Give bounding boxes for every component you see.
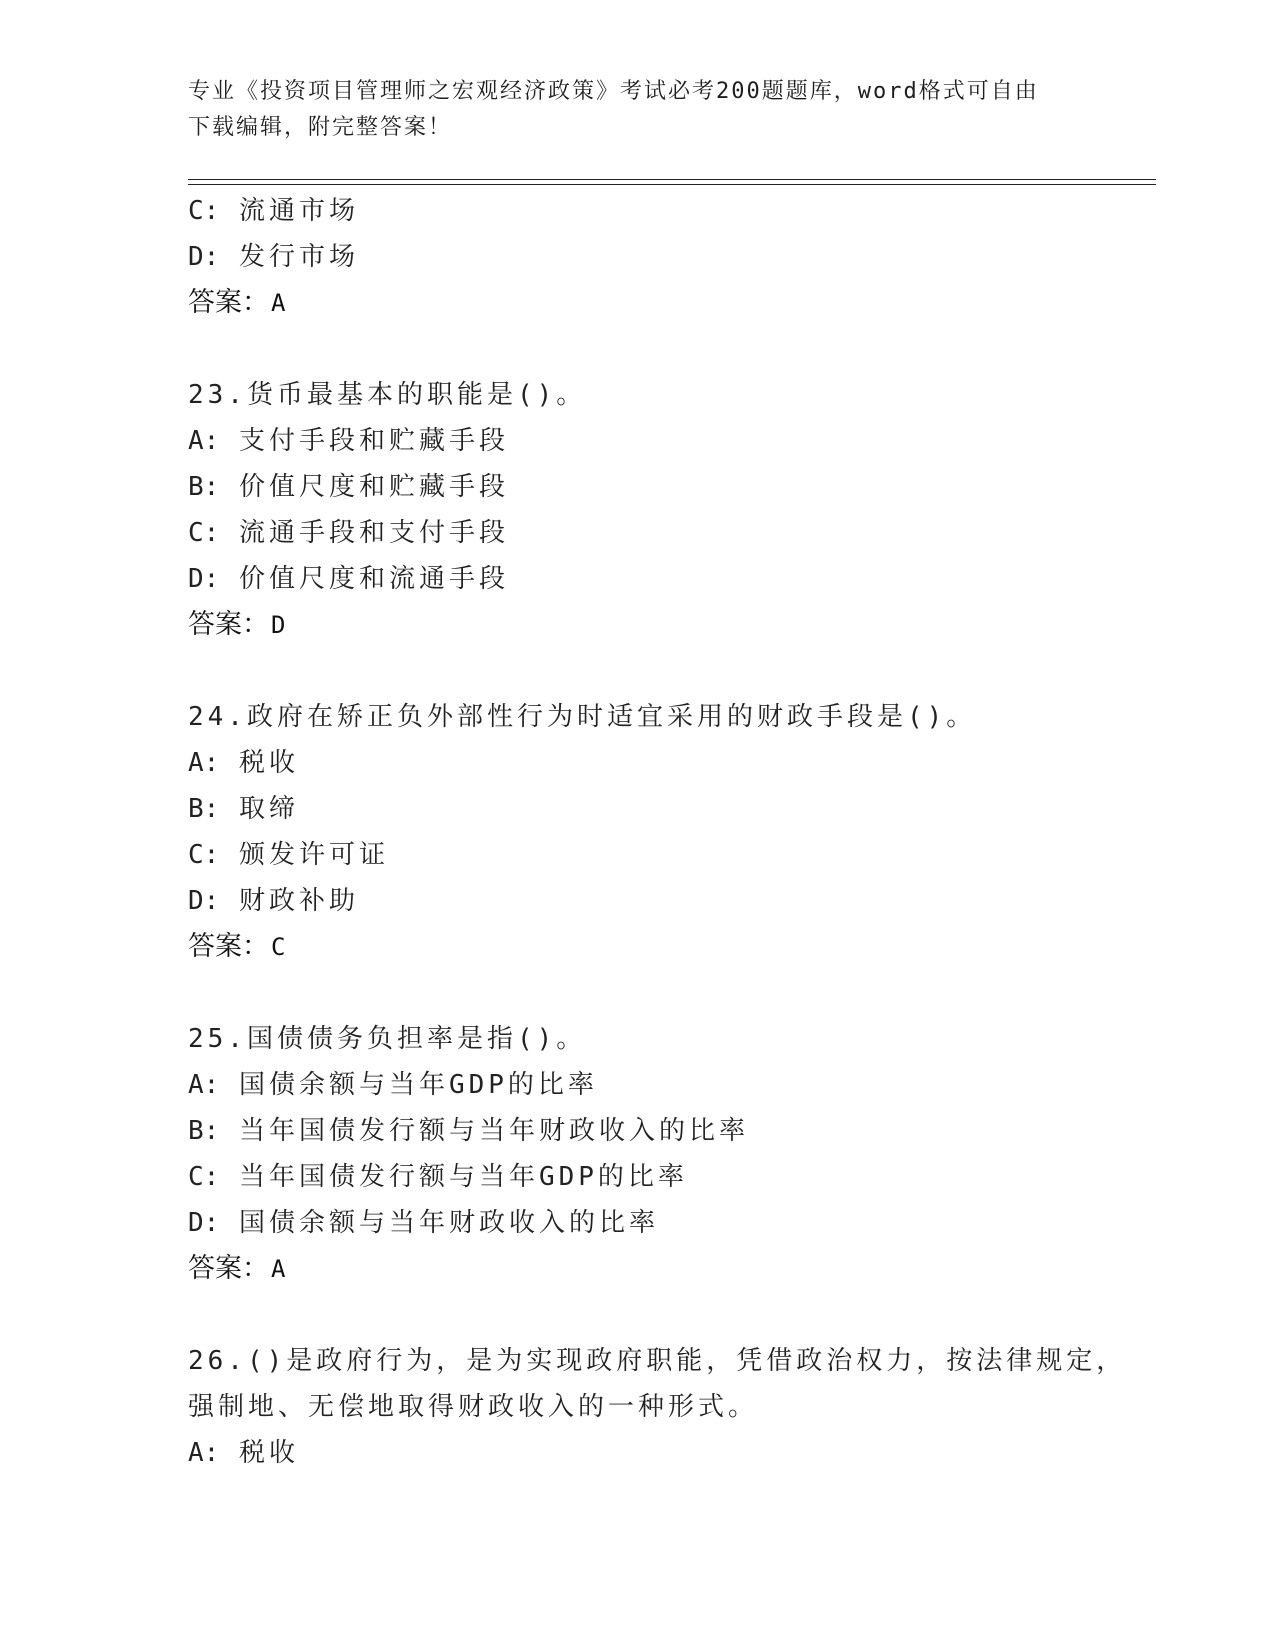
question-stem-26-line-1: 26.()是政府行为，是为实现政府职能，凭借政治权力，按法律规定， — [188, 1346, 1127, 1376]
answer-line: 答案：A — [188, 287, 286, 318]
option-a: A: 支付手段和贮藏手段 — [188, 426, 509, 456]
option-a: A: 税收 — [188, 1438, 299, 1468]
option-b: B: 价值尺度和贮藏手段 — [188, 472, 509, 502]
document-header — [188, 74, 1068, 146]
option-c: C: 颁发许可证 — [188, 840, 389, 870]
option-d: D: 价值尺度和流通手段 — [188, 564, 509, 594]
answer-line: 答案：C — [188, 931, 286, 962]
option-a: A: 国债余额与当年GDP的比率 — [188, 1070, 598, 1100]
option-d: D: 国债余额与当年财政收入的比率 — [188, 1208, 659, 1238]
option-c: C: 流通手段和支付手段 — [188, 518, 509, 548]
option-c: C: 流通市场 — [188, 196, 359, 226]
header-line-1: 专业《投资项目管理师之宏观经济政策》考试必考200题题库，word格式可自由 — [188, 79, 1039, 104]
question-stem-24: 24.政府在矫正负外部性行为时适宜采用的财政手段是()。 — [188, 702, 977, 732]
header-line-2: 下载编辑，附完整答案！ — [188, 115, 453, 140]
option-c: C: 当年国债发行额与当年GDP的比率 — [188, 1162, 688, 1192]
option-a: A: 税收 — [188, 748, 299, 778]
header-divider-bottom — [188, 184, 1156, 185]
question-stem-26-line-2: 强制地、无偿地取得财政收入的一种形式。 — [188, 1392, 759, 1422]
question-stem-23: 23.货币最基本的职能是()。 — [188, 380, 587, 410]
option-b: B: 当年国债发行额与当年财政收入的比率 — [188, 1116, 749, 1146]
question-list — [188, 188, 1127, 1476]
question-stem-25: 25.国债债务负担率是指()。 — [188, 1024, 587, 1054]
header-divider-top — [188, 179, 1156, 180]
option-b: B: 取缔 — [188, 794, 299, 824]
answer-line: 答案：A — [188, 1253, 286, 1284]
option-d: D: 财政补助 — [188, 886, 359, 916]
option-d: D: 发行市场 — [188, 242, 359, 272]
answer-line: 答案：D — [188, 609, 286, 640]
